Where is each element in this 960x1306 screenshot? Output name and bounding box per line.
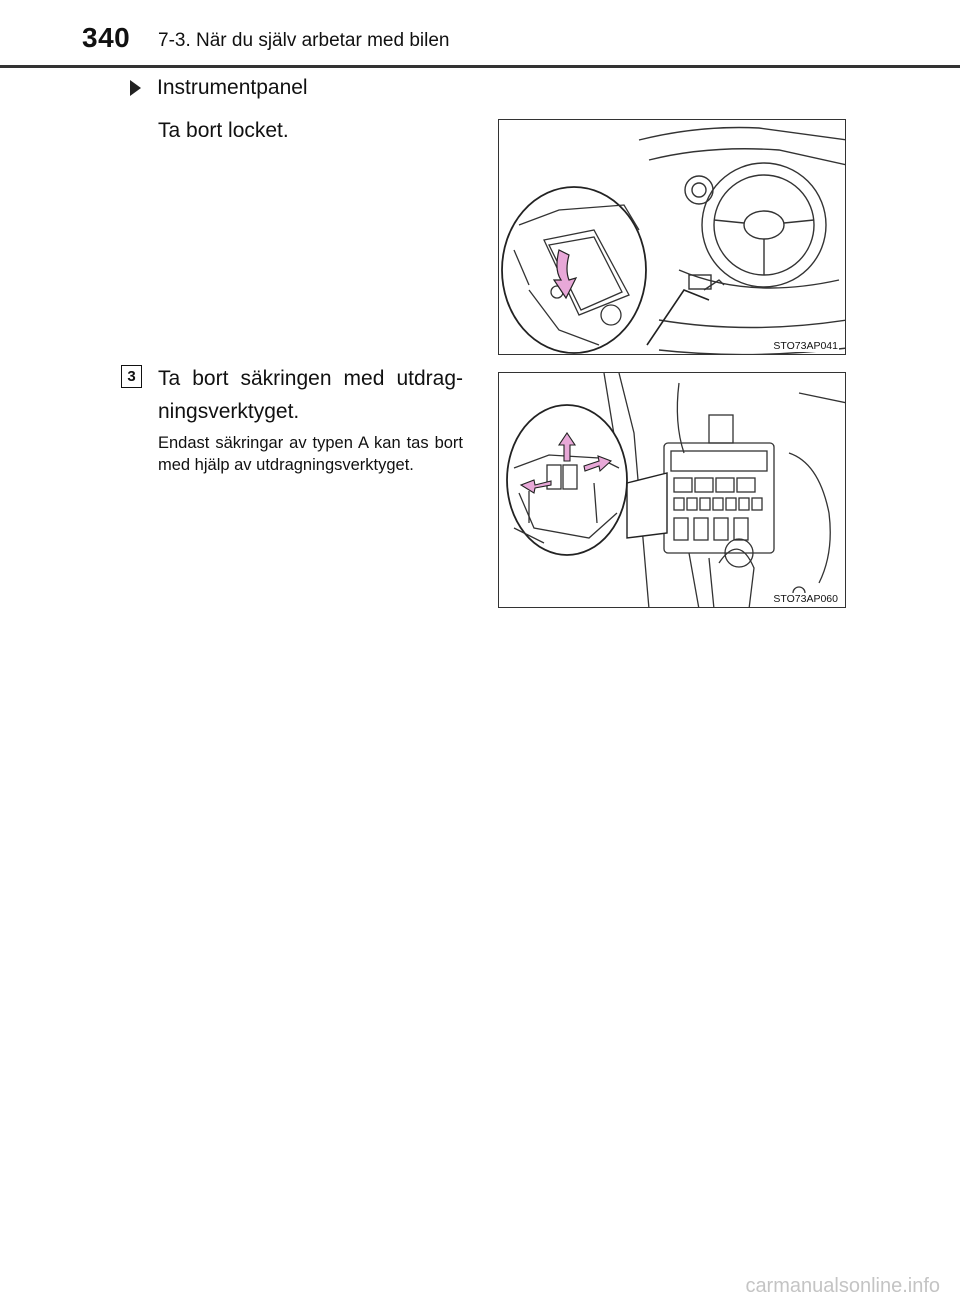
footer-watermark[interactable]: carmanualsonline.info bbox=[745, 1275, 940, 1297]
step-note: Endast säkringar av typen A kan tas bort med hjälp av utdragningsverktyget. bbox=[158, 434, 463, 474]
chapter-title: 7-3. När du själv arbetar med bilen bbox=[158, 30, 450, 51]
header-rule bbox=[0, 65, 960, 68]
fuse-box-illustration bbox=[499, 373, 846, 608]
step-remove-cover: Ta bort locket. bbox=[158, 119, 289, 142]
section-heading: Instrumentpanel bbox=[157, 76, 308, 99]
triangle-right-icon bbox=[130, 80, 141, 96]
section-heading-row bbox=[130, 76, 308, 100]
figure-code-2: STO73AP060 bbox=[773, 593, 838, 605]
page-number: 340 bbox=[82, 22, 131, 53]
figure-fuse-box bbox=[498, 372, 846, 608]
figure-code-1: STO73AP041 bbox=[773, 340, 838, 352]
instrument-panel-illustration bbox=[499, 120, 846, 355]
step-remove-fuse: Ta bort säkringen med utdragningsverktyget. bbox=[158, 367, 463, 423]
figure-instrument-panel bbox=[498, 119, 846, 355]
step-number-badge: 3 bbox=[121, 365, 142, 388]
